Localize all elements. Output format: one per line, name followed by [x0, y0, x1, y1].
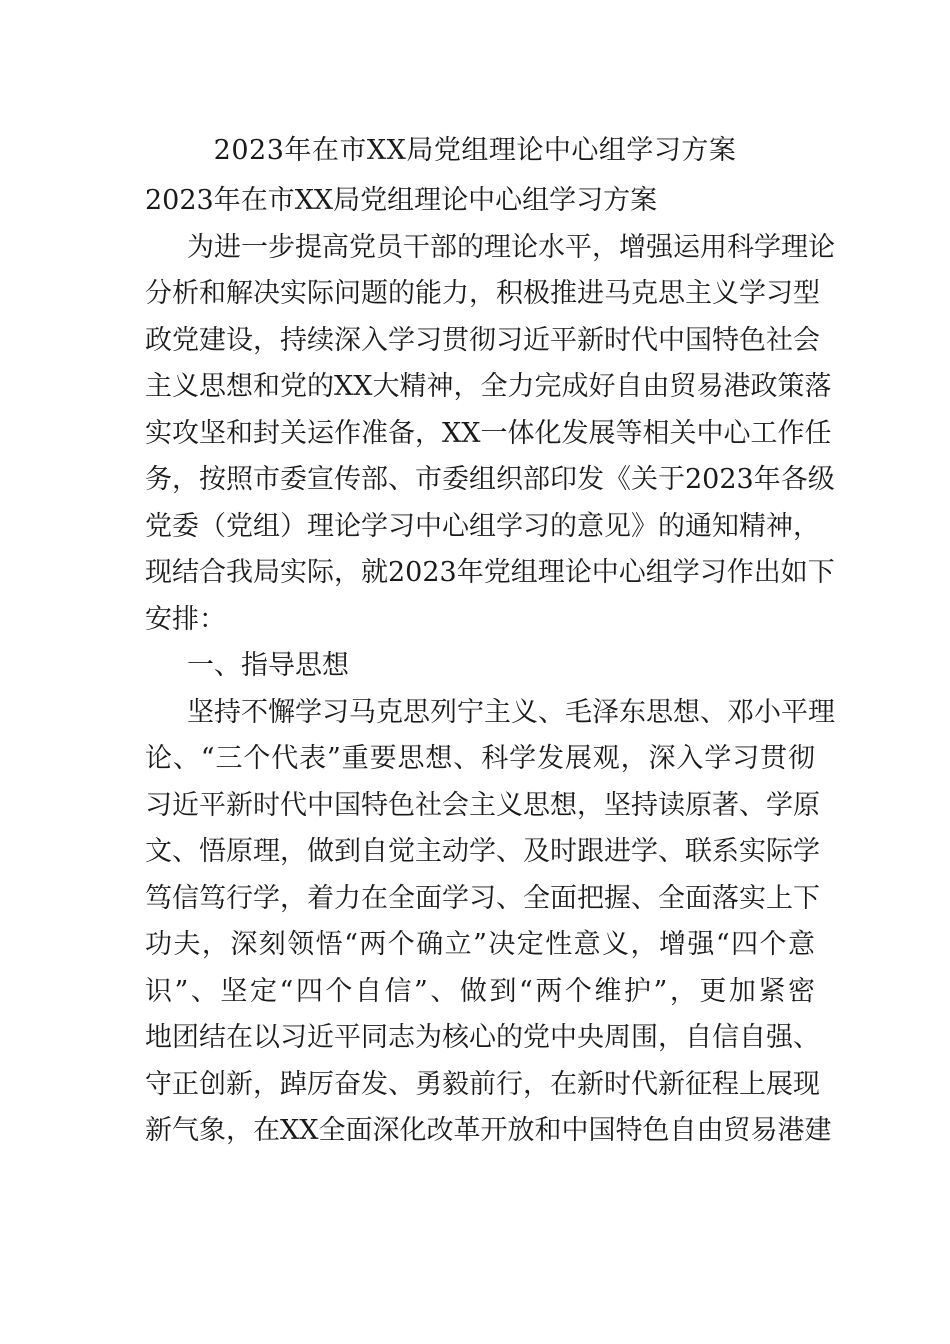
paragraph-line: 实攻坚和封关运作准备，XX一体化发展等相关中心工作任	[145, 417, 832, 449]
intro-paragraph	[145, 225, 835, 644]
paragraph-line: 识”、坚定“四个自信”、做到“两个维护”，更加紧密	[145, 975, 815, 1007]
paragraph-line: 主义思想和党的XX大精神，全力完成好自由贸易港政策落	[145, 371, 832, 402]
document-body	[145, 178, 835, 1155]
paragraph-line: 功夫，深刻领悟“两个确立”决定性意义，增强“四个意	[145, 929, 815, 960]
paragraph-line: 习近平新时代中国特色社会主义思想，坚持读原著、学原	[145, 789, 820, 821]
paragraph-line: 务，按照市委宣传部、市委组织部印发《关于2023年各级	[145, 464, 835, 495]
section-heading: 一、指导思想	[187, 650, 349, 681]
paragraph-line: 现结合我局实际，就2023年党组理论中心组学习作出如下	[145, 557, 835, 588]
paragraph-line: 分析和解决实际问题的能力，积极推进马克思主义学习型	[145, 278, 820, 309]
paragraph-line: 政党建设，持续深入学习贯彻习近平新时代中国特色社会	[145, 324, 820, 356]
paragraph-line: 党委（党组）理论学习中心组学习的意见》的通知精神，	[145, 510, 820, 542]
document-title: 2023年在市XX局党组理论中心组学习方案	[213, 135, 737, 166]
paragraph-line: 坚持不懈学习马克思列宁主义、毛泽东思想、邓小平理	[187, 696, 835, 728]
paragraph-line: 守正创新，踔厉奋发、勇毅前行，在新时代新征程上展现	[145, 1068, 820, 1100]
paragraph-line: 文、悟原理，做到自觉主动学、及时跟进学、联系实际学	[145, 836, 820, 867]
paragraph-line: 新气象，在XX全面深化改革开放和中国特色自由贸易港建	[145, 1115, 832, 1146]
paragraph-line: 地团结在以习近平同志为核心的党中央周围，自信自强、	[145, 1022, 820, 1053]
paragraph-line: 为进一步提高党员干部的理论水平，增强运用科学理论	[187, 231, 835, 263]
paragraph-line: 论、“三个代表”重要思想、科学发展观，深入学习贯彻	[145, 743, 815, 774]
document-subtitle: 2023年在市XX局党组理论中心组学习方案	[145, 185, 658, 216]
paragraph-line: 笃信笃行学，着力在全面学习、全面把握、全面落实上下	[145, 882, 820, 914]
guiding-ideology-paragraph	[145, 690, 835, 1155]
paragraph-line: 安排：	[145, 603, 226, 635]
